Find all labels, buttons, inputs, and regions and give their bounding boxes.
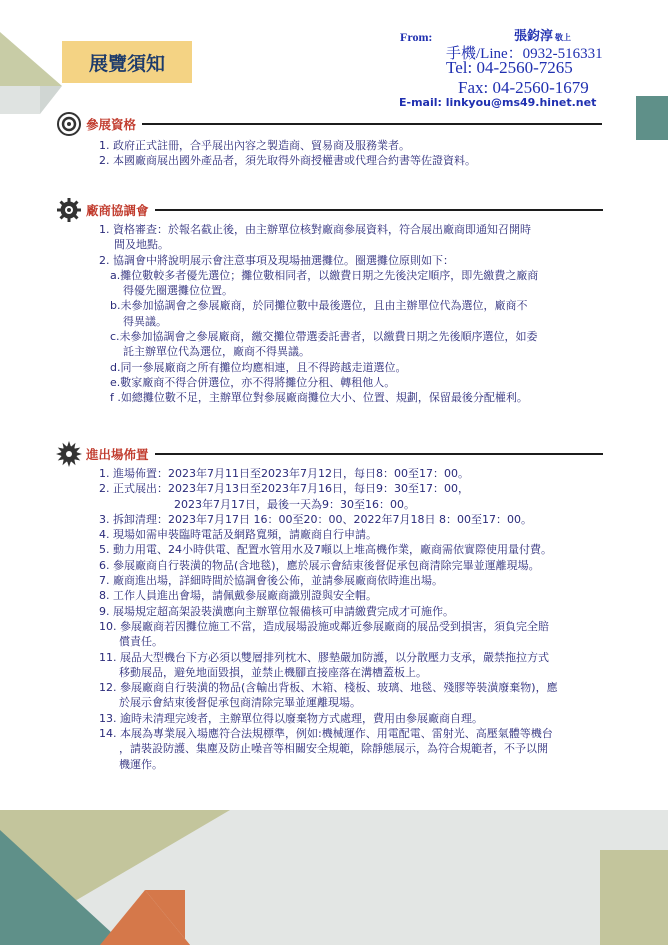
sub-item: e. 數家廠商不得合併選位，亦不得將攤位分租、轉租他人。 — [110, 375, 396, 389]
page-title: 展覽須知 — [62, 41, 192, 83]
sub-item: b. 未參加協調會之參展廠商，於同攤位數中最後選位，且由主辦單位代為選位，廠商不 — [110, 299, 528, 313]
section-title-setup: 進出場佈置 — [86, 447, 149, 462]
sun-gear-icon — [56, 441, 82, 467]
list-item-continued: 機運作。 — [119, 757, 163, 771]
section-rule — [142, 123, 602, 125]
section-rule — [155, 209, 603, 211]
email-line: E-mail: linkyou@ms49.hinet.net — [399, 96, 597, 109]
gear-ring-icon — [56, 111, 82, 137]
list-item-continued: 間及地點。 — [114, 238, 169, 252]
sub-item: a. 攤位數較多者優先選位；攤位數相同者，以繳費日期之先後決定順序，即先繳費之廠商 — [110, 268, 539, 282]
sub-item-continued: 得異議。 — [123, 314, 167, 328]
list-item: 10. 參展廠商若因攤位施工不當，造成展場設施或鄰近參展廠商的展品受到損害，須負完全賠 — [99, 619, 549, 633]
list-item: 1. 資格審查：於報名截止後，由主辦單位核對廠商參展資料，符合展出廠商即通知召開時 — [99, 223, 531, 236]
list-item: 1. 進場佈置：2023年7月11日至2023年7月12日，每日8：00至17：00。 — [99, 467, 469, 480]
list-item: 8. 工作人員進出會場，請佩戴參展廠商識別證與安全帽。 — [99, 589, 377, 603]
section-title-coordination: 廠商協調會 — [86, 203, 149, 218]
bottom-decoration — [0, 810, 668, 945]
from-label: From: — [400, 30, 433, 44]
sub-item: d. 同一參展廠商之所有攤位均應相連，且不得跨越走道選位。 — [110, 360, 407, 374]
list-item-continued: 2023年7月17日，最後一天為9：30至16：00。 — [174, 497, 415, 511]
section-qualification — [56, 114, 602, 134]
list-item: 13. 逾時未清理完竣者，主辦單位得以廢棄物方式處理，費用由參展廠商自理。 — [99, 711, 483, 725]
list-item: 3. 拆卸清理：2023年7月17日 16：00至20：00、2022年7月18日 8：00至17：00。 — [99, 512, 532, 526]
list-item: 5. 動力用電、24小時供電、配置水管用水及7噸以上堆高機作業，廠商需依實際使用量付費。 — [99, 543, 552, 557]
sub-item: f . 如總攤位數不足，主辦單位對參展廠商攤位大小、位置、規劃，保留最後分配權利。 — [110, 391, 528, 405]
list-item-continued: 償責任。 — [119, 635, 163, 649]
sender-name-text: 張鈞淳 — [514, 28, 554, 43]
top-right-teal-bar — [636, 96, 668, 140]
list-item: 2. 本國廠商展出國外產品者，須先取得外商授權書或代理合約書等佐證資料。 — [99, 154, 476, 168]
section-setup — [56, 444, 603, 464]
list-item: 2. 協調會中將說明展示會注意事項及現場抽選攤位。圈選攤位原則如下： — [99, 253, 454, 267]
tel-line: Tel: 04-2560-7265 — [446, 58, 573, 77]
sub-item: c. 未參加協調會之參展廠商，繳交攤位帶選委託書者，以繳費日期之先後順序選位，如委 — [110, 330, 538, 344]
cog-icon — [56, 197, 82, 223]
list-item: 2. 正式展出：2023年7月13日至2023年7月16日，每日9：30至17：00， — [99, 482, 469, 496]
list-item-continued: ，請裝設防護、集塵及防止噪音等相關安全規範，除靜態展示，為符合規範者，不予以開 — [119, 742, 548, 756]
sub-item-continued: 託主辦單位代為選位，廠商不得異議。 — [123, 345, 310, 359]
section-rule — [155, 453, 603, 455]
coordination-list — [99, 222, 538, 406]
setup-list — [99, 466, 558, 772]
section-coordination — [56, 200, 603, 220]
mobile-line: 手機/Line：0932-516331 — [446, 46, 603, 62]
sub-item-continued: 得優先圈選攤位位置。 — [123, 284, 233, 298]
list-item: 11. 展品大型機台下方必須以雙層排列枕木、膠墊嚴加防護，以分散壓力支承，嚴禁拖拉方式 — [99, 650, 549, 664]
list-item-continued: 移動展品，避免地面毀損，並禁止機腳直接座落在溝槽蓋板上。 — [119, 665, 427, 679]
list-item: 6. 參展廠商自行裝潢的物品(含地毯)，應於展示會結束後督促承包商清除完畢並運離現場。 — [99, 558, 540, 572]
qualification-list — [99, 138, 476, 169]
list-item: 4. 現場如需申裝臨時電話及網路寬頻，請廠商自行申請。 — [99, 528, 377, 542]
list-item: 14. 本展為專業展入場應符合法規標準，例如:機械運作、用電配電、雷射光、高壓氣體等機台 — [99, 727, 553, 741]
list-item: 1. 政府正式註冊，合乎展出內容之製造商、貿易商及服務業者。 — [99, 139, 410, 152]
list-item: 7. 廠商進出場，詳細時間於協調會後公佈，並請參展廠商依時進出場。 — [99, 574, 443, 588]
sender-name-suffix: 敬上 — [555, 33, 572, 42]
list-item: 9. 展場規定超高架設裝潢應向主辦單位報備核可申請繳費完成才可施作。 — [99, 604, 454, 618]
section-title-qualification: 參展資格 — [86, 117, 137, 132]
list-item-continued: 於展示會結束後督促承包商清除完畢並運離現場。 — [119, 696, 361, 710]
list-item: 12. 參展廠商自行裝潢的物品(含輸出背板、木箱、棧板、玻璃、地毯、殘膠等裝潢廢棄物)，應 — [99, 681, 558, 695]
fax-line: Fax: 04-2560-1679 — [458, 78, 589, 97]
